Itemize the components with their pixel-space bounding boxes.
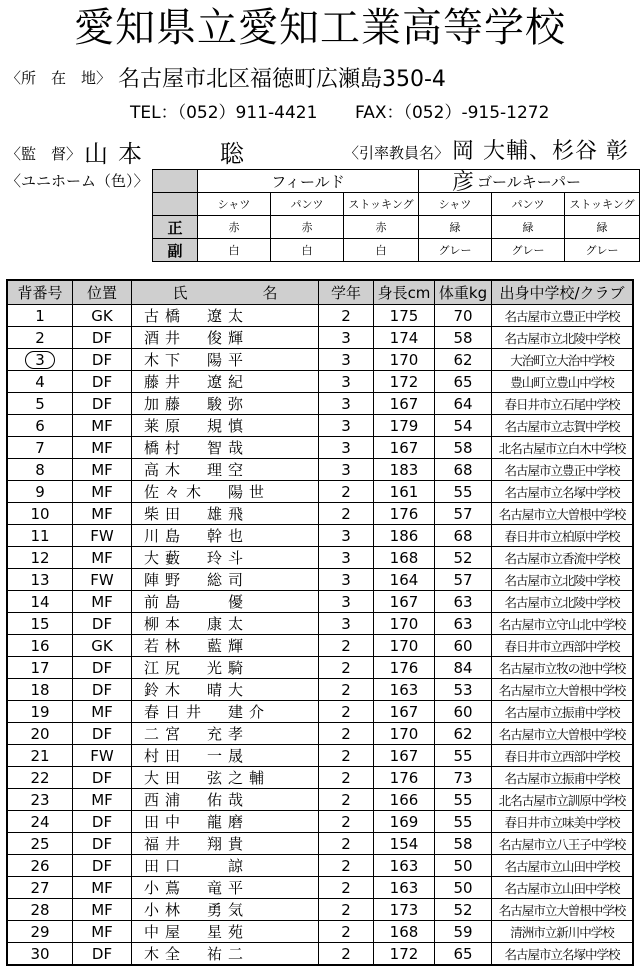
table-row xyxy=(7,371,633,393)
player-school: 名古屋市立北陵中学校 xyxy=(492,569,634,591)
player-weight: 62 xyxy=(435,349,492,371)
player-school: 北名古屋市立訓原中学校 xyxy=(492,789,634,811)
table-row xyxy=(7,679,633,701)
uniform-color: 赤 xyxy=(344,216,419,239)
table-row xyxy=(7,811,633,833)
uniform-row-label: 正 xyxy=(153,216,198,239)
player-name: 若林 藍輝 xyxy=(132,635,319,657)
table-row xyxy=(7,393,633,415)
player-weight: 63 xyxy=(435,591,492,613)
player-number: 14 xyxy=(7,591,73,613)
uniform-item: ストッキング xyxy=(344,193,419,216)
player-number: 26 xyxy=(7,855,73,877)
player-weight: 62 xyxy=(435,723,492,745)
uniform-color: グレー xyxy=(492,239,565,262)
uniform-item: シャツ xyxy=(198,193,271,216)
player-name: 莱原 規慎 xyxy=(132,415,319,437)
player-weight: 54 xyxy=(435,415,492,437)
table-row xyxy=(7,921,633,943)
player-school: 春日井市立柏原中学校 xyxy=(492,525,634,547)
supervisor-label: 〈監 督〉 xyxy=(6,145,82,163)
player-grade: 3 xyxy=(319,327,374,349)
player-number-cell xyxy=(7,349,73,371)
player-height: 170 xyxy=(374,613,435,635)
player-position: DF xyxy=(73,855,132,877)
player-school: 春日井市立西部中学校 xyxy=(492,745,634,767)
player-position: FW xyxy=(73,569,132,591)
table-row xyxy=(7,789,633,811)
player-height: 166 xyxy=(374,789,435,811)
table-row xyxy=(7,943,633,966)
player-school: 名古屋市立香流中学校 xyxy=(492,547,634,569)
player-height: 173 xyxy=(374,899,435,921)
player-height: 174 xyxy=(374,327,435,349)
player-name: 古橋 遼太 xyxy=(132,305,319,327)
uniform-color: 白 xyxy=(271,239,344,262)
player-position: DF xyxy=(73,679,132,701)
player-name: 大田 弦之輔 xyxy=(132,767,319,789)
player-number: 12 xyxy=(7,547,73,569)
player-name: 藤井 遼紀 xyxy=(132,371,319,393)
player-name: 橋村 智哉 xyxy=(132,437,319,459)
table-row xyxy=(7,833,633,855)
player-weight: 53 xyxy=(435,679,492,701)
player-name: 川島 幹也 xyxy=(132,525,319,547)
uniform-group-keeper: ゴールキーパー xyxy=(419,170,640,193)
table-row xyxy=(7,899,633,921)
tel: TEL：（052）911-4421 xyxy=(130,103,318,123)
header-position: 位置 xyxy=(73,280,132,305)
player-number: 21 xyxy=(7,745,73,767)
uniform-color: 赤 xyxy=(271,216,344,239)
player-weight: 64 xyxy=(435,393,492,415)
table-row xyxy=(7,701,633,723)
player-height: 172 xyxy=(374,943,435,966)
player-position: DF xyxy=(73,349,132,371)
player-number: 28 xyxy=(7,899,73,921)
player-position: DF xyxy=(73,767,132,789)
player-height: 167 xyxy=(374,393,435,415)
player-weight: 63 xyxy=(435,613,492,635)
table-row xyxy=(7,657,633,679)
player-name: 村田 一晟 xyxy=(132,745,319,767)
player-number: 7 xyxy=(7,437,73,459)
player-height: 170 xyxy=(374,635,435,657)
player-school: 名古屋市立豊正中学校 xyxy=(492,305,634,327)
uniform-color: グレー xyxy=(565,239,640,262)
player-name: 田中 龍磨 xyxy=(132,811,319,833)
player-grade: 2 xyxy=(319,899,374,921)
player-grade: 2 xyxy=(319,943,374,966)
player-school: 春日井市立味美中学校 xyxy=(492,811,634,833)
player-weight: 57 xyxy=(435,503,492,525)
player-number: 30 xyxy=(7,943,73,966)
player-position: MF xyxy=(73,921,132,943)
uniform-row-label: 副 xyxy=(153,239,198,262)
uniform-label: 〈ユニホーム（色）〉 xyxy=(6,172,149,190)
player-position: GK xyxy=(73,635,132,657)
player-name: 田口 諒 xyxy=(132,855,319,877)
player-school: 名古屋市立牧の池中学校 xyxy=(492,657,634,679)
player-position: MF xyxy=(73,437,132,459)
player-grade: 3 xyxy=(319,591,374,613)
player-position: DF xyxy=(73,723,132,745)
player-name: 春日井 建介 xyxy=(132,701,319,723)
player-name: 前島 優 xyxy=(132,591,319,613)
player-height: 176 xyxy=(374,767,435,789)
uniform-color: 緑 xyxy=(492,216,565,239)
player-school: 名古屋市立大曽根中学校 xyxy=(492,899,634,921)
table-row xyxy=(7,525,633,547)
player-position: DF xyxy=(73,393,132,415)
player-number: 24 xyxy=(7,811,73,833)
player-position: MF xyxy=(73,591,132,613)
player-height: 164 xyxy=(374,569,435,591)
player-weight: 55 xyxy=(435,745,492,767)
player-grade: 2 xyxy=(319,635,374,657)
table-row xyxy=(7,349,633,371)
header-grade: 学年 xyxy=(319,280,374,305)
player-grade: 2 xyxy=(319,481,374,503)
player-grade: 3 xyxy=(319,393,374,415)
player-height: 170 xyxy=(374,349,435,371)
player-position: MF xyxy=(73,503,132,525)
player-height: 175 xyxy=(374,305,435,327)
player-position: FW xyxy=(73,745,132,767)
player-weight: 68 xyxy=(435,525,492,547)
player-grade: 3 xyxy=(319,547,374,569)
player-school: 名古屋市立八王子中学校 xyxy=(492,833,634,855)
player-name: 西浦 佑哉 xyxy=(132,789,319,811)
table-row xyxy=(7,547,633,569)
player-weight: 50 xyxy=(435,877,492,899)
player-number: 8 xyxy=(7,459,73,481)
player-school: 名古屋市立志賀中学校 xyxy=(492,415,634,437)
player-number: 15 xyxy=(7,613,73,635)
player-height: 179 xyxy=(374,415,435,437)
player-school: 名古屋市立守山北中学校 xyxy=(492,613,634,635)
player-school: 名古屋市立大曽根中学校 xyxy=(492,723,634,745)
player-position: MF xyxy=(73,547,132,569)
player-name: 木全 祐二 xyxy=(132,943,319,966)
player-weight: 52 xyxy=(435,547,492,569)
player-school: 大治町立大治中学校 xyxy=(492,349,634,371)
player-height: 167 xyxy=(374,437,435,459)
player-grade: 2 xyxy=(319,701,374,723)
player-weight: 55 xyxy=(435,789,492,811)
player-school: 名古屋市立北陵中学校 xyxy=(492,591,634,613)
uniform-color: 緑 xyxy=(565,216,640,239)
table-row xyxy=(7,613,633,635)
player-name: 鈴木 晴大 xyxy=(132,679,319,701)
player-weight: 73 xyxy=(435,767,492,789)
player-grade: 3 xyxy=(319,437,374,459)
table-row xyxy=(7,569,633,591)
player-height: 167 xyxy=(374,745,435,767)
player-weight: 65 xyxy=(435,943,492,966)
player-name: 酒井 俊輝 xyxy=(132,327,319,349)
table-row xyxy=(7,437,633,459)
player-grade: 2 xyxy=(319,921,374,943)
player-name: 加藤 駿弥 xyxy=(132,393,319,415)
player-height: 176 xyxy=(374,503,435,525)
player-position: MF xyxy=(73,877,132,899)
player-school: 春日井市立西部中学校 xyxy=(492,635,634,657)
school-title: 愛知県立愛知工業高等学校 xyxy=(74,5,566,51)
table-row xyxy=(7,415,633,437)
player-position: DF xyxy=(73,833,132,855)
player-grade: 2 xyxy=(319,789,374,811)
player-position: MF xyxy=(73,459,132,481)
player-weight: 60 xyxy=(435,701,492,723)
player-grade: 3 xyxy=(319,415,374,437)
table-row xyxy=(7,723,633,745)
player-grade: 3 xyxy=(319,459,374,481)
uniform-corner xyxy=(153,193,198,216)
uniform-item: シャツ xyxy=(419,193,492,216)
player-school: 清洲市立新川中学校 xyxy=(492,921,634,943)
player-name: 福井 翔貴 xyxy=(132,833,319,855)
player-height: 168 xyxy=(374,921,435,943)
player-number: 6 xyxy=(7,415,73,437)
player-position: MF xyxy=(73,701,132,723)
table-row xyxy=(7,745,633,767)
player-height: 154 xyxy=(374,833,435,855)
player-height: 176 xyxy=(374,657,435,679)
player-grade: 2 xyxy=(319,679,374,701)
player-height: 163 xyxy=(374,855,435,877)
table-row xyxy=(7,877,633,899)
uniform-color: 白 xyxy=(198,239,271,262)
player-name: 大藪 玲斗 xyxy=(132,547,319,569)
player-name: 柴田 雄飛 xyxy=(132,503,319,525)
player-height: 163 xyxy=(374,679,435,701)
uniform-color: 白 xyxy=(344,239,419,262)
player-height: 163 xyxy=(374,877,435,899)
player-weight: 68 xyxy=(435,459,492,481)
player-name: 高木 理空 xyxy=(132,459,319,481)
player-grade: 2 xyxy=(319,723,374,745)
uniform-corner xyxy=(153,170,198,193)
player-number: 17 xyxy=(7,657,73,679)
player-school: 名古屋市立名塚中学校 xyxy=(492,943,634,966)
player-name: 二宮 充孝 xyxy=(132,723,319,745)
player-grade: 3 xyxy=(319,371,374,393)
player-number: 2 xyxy=(7,327,73,349)
player-school: 名古屋市立振甫中学校 xyxy=(492,701,634,723)
player-number: 25 xyxy=(7,833,73,855)
player-name: 小林 勇気 xyxy=(132,899,319,921)
player-number: 18 xyxy=(7,679,73,701)
player-number: 1 xyxy=(7,305,73,327)
player-grade: 2 xyxy=(319,767,374,789)
table-row xyxy=(7,327,633,349)
header-number: 背番号 xyxy=(7,280,73,305)
roster-table xyxy=(6,279,634,966)
table-row xyxy=(7,855,633,877)
player-name: 江尻 光騎 xyxy=(132,657,319,679)
player-weight: 55 xyxy=(435,481,492,503)
player-position: DF xyxy=(73,613,132,635)
fax: FAX：（052）-915-1272 xyxy=(355,103,550,123)
player-weight: 59 xyxy=(435,921,492,943)
player-position: GK xyxy=(73,305,132,327)
player-weight: 50 xyxy=(435,855,492,877)
player-position: MF xyxy=(73,415,132,437)
player-school: 名古屋市立山田中学校 xyxy=(492,855,634,877)
player-number: 20 xyxy=(7,723,73,745)
player-number: 10 xyxy=(7,503,73,525)
uniform-table xyxy=(152,169,640,262)
player-school: 名古屋市立大曽根中学校 xyxy=(492,679,634,701)
player-height: 161 xyxy=(374,481,435,503)
player-position: MF xyxy=(73,789,132,811)
table-row xyxy=(7,305,633,327)
player-school: 名古屋市立大曽根中学校 xyxy=(492,503,634,525)
player-weight: 58 xyxy=(435,833,492,855)
player-school: 名古屋市立北陵中学校 xyxy=(492,327,634,349)
player-name: 木下 陽平 xyxy=(132,349,319,371)
player-weight: 58 xyxy=(435,437,492,459)
player-height: 169 xyxy=(374,811,435,833)
player-grade: 2 xyxy=(319,305,374,327)
player-position: DF xyxy=(73,811,132,833)
header-height: 身長cm xyxy=(374,280,435,305)
player-grade: 2 xyxy=(319,503,374,525)
player-grade: 2 xyxy=(319,833,374,855)
player-height: 170 xyxy=(374,723,435,745)
player-position: DF xyxy=(73,371,132,393)
player-school: 名古屋市立山田中学校 xyxy=(492,877,634,899)
player-school: 名古屋市立振甫中学校 xyxy=(492,767,634,789)
player-number: 22 xyxy=(7,767,73,789)
player-position: MF xyxy=(73,899,132,921)
player-number: 4 xyxy=(7,371,73,393)
player-name: 柳本 康太 xyxy=(132,613,319,635)
header-weight: 体重kg xyxy=(435,280,492,305)
player-weight: 84 xyxy=(435,657,492,679)
player-grade: 2 xyxy=(319,811,374,833)
table-row xyxy=(7,591,633,613)
header-school: 出身中学校/クラブ xyxy=(492,280,634,305)
uniform-color: 緑 xyxy=(419,216,492,239)
player-grade: 3 xyxy=(319,613,374,635)
player-position: DF xyxy=(73,657,132,679)
table-row xyxy=(7,503,633,525)
table-row xyxy=(7,635,633,657)
player-number: 11 xyxy=(7,525,73,547)
supervisor-name: 山本 聡 xyxy=(84,140,254,168)
player-number: 23 xyxy=(7,789,73,811)
player-school: 名古屋市立名塚中学校 xyxy=(492,481,634,503)
player-height: 186 xyxy=(374,525,435,547)
player-school: 北名古屋市立白木中学校 xyxy=(492,437,634,459)
player-grade: 3 xyxy=(319,349,374,371)
player-weight: 65 xyxy=(435,371,492,393)
player-name: 小蔦 竜平 xyxy=(132,877,319,899)
table-row xyxy=(7,767,633,789)
uniform-item: ストッキング xyxy=(565,193,640,216)
player-height: 183 xyxy=(374,459,435,481)
player-weight: 58 xyxy=(435,327,492,349)
player-position: DF xyxy=(73,943,132,966)
player-weight: 60 xyxy=(435,635,492,657)
player-name: 陣野 総司 xyxy=(132,569,319,591)
player-grade: 2 xyxy=(319,745,374,767)
player-grade: 2 xyxy=(319,877,374,899)
player-weight: 55 xyxy=(435,811,492,833)
player-weight: 57 xyxy=(435,569,492,591)
player-grade: 3 xyxy=(319,569,374,591)
uniform-item: パンツ xyxy=(492,193,565,216)
player-school: 名古屋市立豊正中学校 xyxy=(492,459,634,481)
player-number: 19 xyxy=(7,701,73,723)
player-grade: 2 xyxy=(319,855,374,877)
player-height: 167 xyxy=(374,701,435,723)
player-position: DF xyxy=(73,327,132,349)
table-row xyxy=(7,459,633,481)
player-grade: 3 xyxy=(319,525,374,547)
player-grade: 2 xyxy=(319,657,374,679)
player-name: 佐々木 陽世 xyxy=(132,481,319,503)
player-weight: 70 xyxy=(435,305,492,327)
player-number: 9 xyxy=(7,481,73,503)
player-height: 167 xyxy=(374,591,435,613)
player-number: 5 xyxy=(7,393,73,415)
player-position: MF xyxy=(73,481,132,503)
teacher-names: 岡 大輔、杉谷 彰彦 xyxy=(452,139,629,195)
uniform-item: パンツ xyxy=(271,193,344,216)
player-height: 168 xyxy=(374,547,435,569)
player-number: 16 xyxy=(7,635,73,657)
player-school: 豊山町立豊山中学校 xyxy=(492,371,634,393)
player-height: 172 xyxy=(374,371,435,393)
teacher-label: 〈引率教員名〉 xyxy=(344,144,450,162)
header-name: 氏 名 xyxy=(132,280,319,305)
address: 名古屋市北区福徳町広瀬島350-4 xyxy=(118,67,446,92)
player-position: FW xyxy=(73,525,132,547)
player-weight: 52 xyxy=(435,899,492,921)
player-number: 27 xyxy=(7,877,73,899)
roster-body xyxy=(7,305,633,966)
uniform-group-field: フィールド xyxy=(198,170,419,193)
uniform-color: グレー xyxy=(419,239,492,262)
uniform-color: 赤 xyxy=(198,216,271,239)
player-school: 春日井市立石尾中学校 xyxy=(492,393,634,415)
address-label: 〈所 在 地〉 xyxy=(6,69,112,87)
player-number: 29 xyxy=(7,921,73,943)
player-number: 13 xyxy=(7,569,73,591)
player-name: 中屋 星苑 xyxy=(132,921,319,943)
table-row xyxy=(7,481,633,503)
captain-circle: 3 xyxy=(25,351,55,369)
